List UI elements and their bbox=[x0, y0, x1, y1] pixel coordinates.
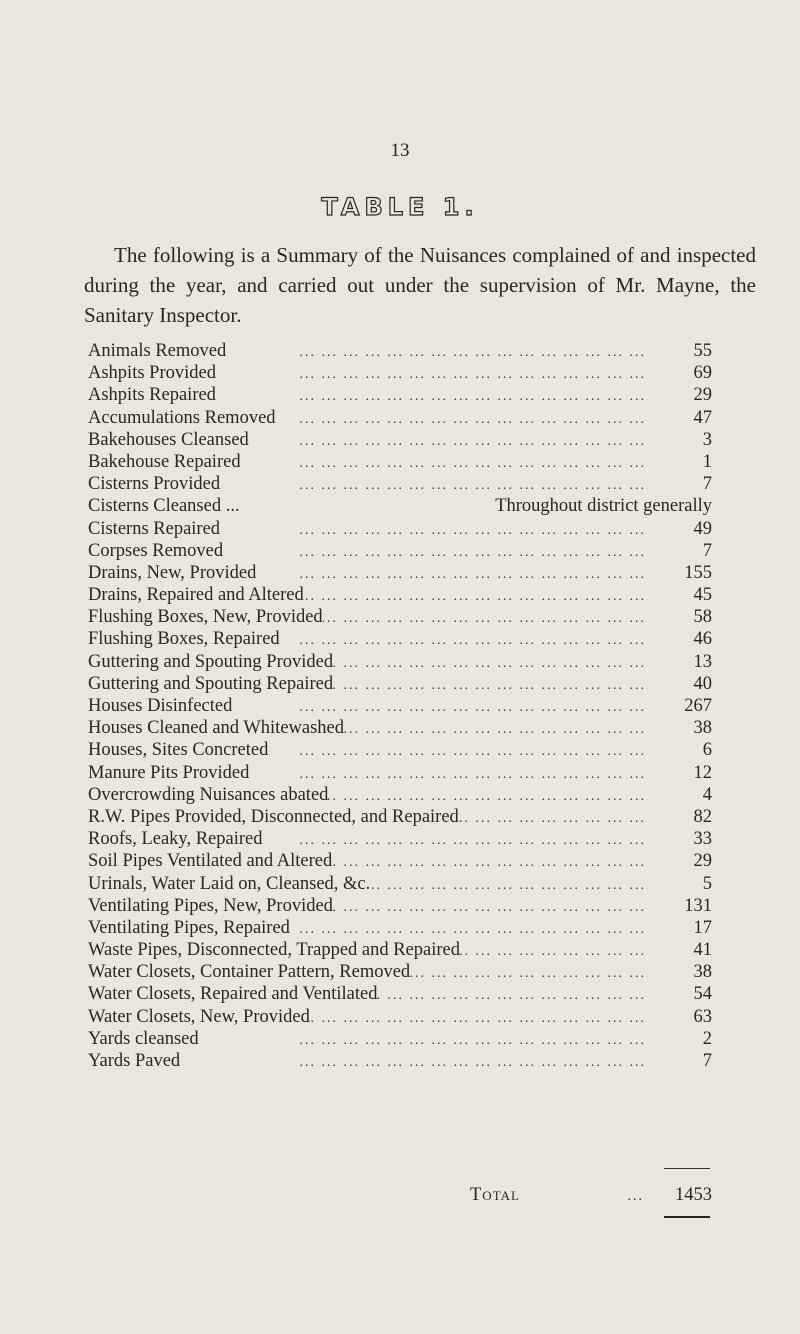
leader-dots bbox=[216, 386, 652, 408]
leader-dots bbox=[328, 786, 652, 808]
total-row bbox=[470, 1185, 712, 1206]
item-value: 54 bbox=[693, 984, 712, 1005]
item-value: 4 bbox=[702, 784, 712, 805]
total-dots: ... bbox=[627, 1189, 644, 1204]
list-item bbox=[88, 917, 712, 939]
list-item bbox=[88, 340, 712, 362]
item-label: Flushing Boxes, Repaired bbox=[88, 629, 280, 650]
leader-dots bbox=[304, 586, 652, 608]
item-label: Roofs, Leaky, Repaired bbox=[88, 829, 263, 850]
item-value: 41 bbox=[693, 940, 712, 961]
leader-dots bbox=[220, 475, 652, 497]
list-item bbox=[88, 429, 712, 451]
item-label: Drains, New, Provided bbox=[88, 562, 257, 583]
item-value: 45 bbox=[693, 585, 712, 606]
item-label: R.W. Pipes Provided, Disconnected, and Repaired bbox=[88, 806, 459, 827]
item-value: 6 bbox=[702, 740, 712, 761]
item-label: Guttering and Spouting Provided bbox=[88, 651, 334, 672]
item-value: 1 bbox=[702, 451, 712, 472]
item-label: Houses Disinfected bbox=[88, 696, 233, 716]
list-item bbox=[88, 1028, 712, 1050]
item-value: 13 bbox=[693, 651, 712, 672]
item-value: 3 bbox=[702, 429, 712, 450]
list-item bbox=[88, 384, 712, 406]
item-label: Bakehouses Cleansed bbox=[88, 429, 249, 450]
item-label: Manure Pits Provided bbox=[88, 762, 250, 783]
leader-dots bbox=[216, 364, 652, 386]
list-item bbox=[88, 1006, 712, 1028]
leader-dots bbox=[460, 941, 652, 963]
list-item bbox=[88, 673, 712, 695]
item-value: 40 bbox=[693, 673, 712, 694]
leader-dots bbox=[226, 342, 652, 364]
item-label: Drains, Repaired and Altered bbox=[88, 585, 304, 606]
leader-dots bbox=[410, 963, 652, 985]
list-item bbox=[88, 562, 712, 584]
leader-dots bbox=[333, 653, 652, 675]
item-label: Houses Cleaned and Whitewashed bbox=[88, 718, 345, 739]
item-label: Cisterns Repaired bbox=[88, 518, 221, 539]
leader-dots bbox=[333, 675, 652, 697]
leader-dots bbox=[332, 852, 652, 874]
list-item bbox=[88, 451, 712, 473]
item-value: 155 bbox=[684, 562, 712, 583]
leader-dots bbox=[459, 808, 652, 830]
list-item bbox=[88, 518, 712, 540]
list-item bbox=[88, 784, 712, 806]
item-label: Corpses Removed bbox=[88, 540, 224, 561]
list-item bbox=[88, 739, 712, 761]
item-value: 49 bbox=[693, 518, 712, 539]
list-item bbox=[88, 362, 712, 384]
list-item bbox=[88, 717, 712, 739]
item-value: 33 bbox=[693, 829, 712, 850]
leader-dots bbox=[180, 1052, 652, 1074]
item-value: 7 bbox=[702, 474, 712, 495]
item-label: Waste Pipes, Disconnected, Trapped and Repaired bbox=[88, 940, 461, 961]
list-item bbox=[88, 407, 712, 429]
list-item bbox=[88, 495, 712, 517]
list-item bbox=[88, 540, 712, 562]
item-label: Ventilating Pipes, New, Provided bbox=[88, 895, 333, 916]
leader-dots bbox=[310, 1008, 652, 1030]
item-label: Ashpits Repaired bbox=[88, 385, 216, 406]
leader-dots bbox=[263, 830, 653, 852]
item-label: Water Closets, Container Pattern, Removed bbox=[88, 962, 411, 983]
leader-dots bbox=[276, 409, 652, 431]
list-item bbox=[88, 695, 712, 717]
item-value: 29 bbox=[693, 851, 712, 872]
item-value: 38 bbox=[693, 962, 712, 983]
item-label: Houses, Sites Concreted bbox=[88, 740, 269, 761]
leader-dots bbox=[268, 741, 652, 763]
page-number: 13 bbox=[390, 140, 410, 161]
total-underline bbox=[664, 1216, 710, 1218]
item-label: Guttering and Spouting Repaired bbox=[88, 673, 334, 694]
leader-dots bbox=[256, 564, 652, 586]
list-item bbox=[88, 873, 712, 895]
item-value: 46 bbox=[693, 629, 712, 650]
list-item bbox=[88, 983, 712, 1005]
item-value: 7 bbox=[702, 1051, 712, 1071]
item-label: Flushing Boxes, New, Provided bbox=[88, 607, 323, 628]
item-label: Cisterns Provided bbox=[88, 474, 221, 495]
item-value: 47 bbox=[693, 407, 712, 428]
item-label: Water Closets, New, Provided bbox=[88, 1006, 310, 1027]
item-label: Animals Removed bbox=[88, 341, 227, 361]
list-item bbox=[88, 1050, 712, 1072]
item-value: 131 bbox=[684, 895, 712, 916]
leader-dots bbox=[280, 630, 652, 652]
item-value: 29 bbox=[693, 385, 712, 406]
leader-dots bbox=[370, 875, 652, 897]
leader-dots bbox=[241, 453, 652, 475]
leader-dots bbox=[290, 919, 652, 941]
item-label: Ventilating Pipes, Repaired bbox=[88, 917, 290, 938]
list-item bbox=[88, 850, 712, 872]
item-label: Soil Pipes Ventilated and Altered bbox=[88, 851, 333, 872]
item-value: 267 bbox=[684, 696, 712, 716]
list-item bbox=[88, 762, 712, 784]
item-label: Water Closets, Repaired and Ventilated bbox=[88, 984, 378, 1005]
item-value: 38 bbox=[693, 718, 712, 739]
leader-dots bbox=[223, 542, 652, 564]
item-value: 82 bbox=[693, 806, 712, 827]
total-rule bbox=[664, 1168, 710, 1169]
item-label: Cisterns Cleansed ... bbox=[88, 496, 240, 517]
item-value: 5 bbox=[702, 873, 712, 894]
list-item bbox=[88, 961, 712, 983]
item-label: Urinals, Water Laid on, Cleansed, &c. bbox=[88, 873, 371, 894]
list-item bbox=[88, 584, 712, 606]
item-value: 17 bbox=[693, 917, 712, 938]
item-value: 7 bbox=[702, 540, 712, 561]
list-item bbox=[88, 939, 712, 961]
leader-dots bbox=[333, 897, 652, 919]
item-value: 55 bbox=[693, 341, 712, 361]
item-label: Ashpits Provided bbox=[88, 363, 216, 384]
list-item bbox=[88, 473, 712, 495]
nuisance-summary-list bbox=[88, 340, 712, 1072]
leader-dots bbox=[249, 764, 652, 786]
leader-dots bbox=[220, 520, 652, 542]
list-item bbox=[88, 806, 712, 828]
leader-dots bbox=[323, 608, 652, 630]
item-value: 12 bbox=[693, 762, 712, 783]
item-label: Yards Paved bbox=[88, 1051, 181, 1071]
leader-dots bbox=[344, 719, 652, 741]
list-item bbox=[88, 628, 712, 650]
item-label: Bakehouse Repaired bbox=[88, 451, 241, 472]
item-value: 63 bbox=[693, 1006, 712, 1027]
leader-dots bbox=[377, 985, 652, 1007]
leader-dots bbox=[232, 697, 652, 719]
total-value: 1453 bbox=[675, 1185, 712, 1205]
item-value: 58 bbox=[693, 607, 712, 628]
list-item bbox=[88, 651, 712, 673]
item-value: 69 bbox=[693, 363, 712, 384]
table-title: TABLE 1. bbox=[321, 193, 479, 221]
list-item bbox=[88, 606, 712, 628]
list-item bbox=[88, 828, 712, 850]
item-label: Accumulations Removed bbox=[88, 407, 276, 428]
item-note: Throughout district generally bbox=[495, 496, 712, 517]
total-label: Total bbox=[470, 1185, 520, 1205]
list-item bbox=[88, 895, 712, 917]
intro-text: The following is a Summary of the Nuisances complained of and inspected during the year, and carried out under the supervision of Mr. Mayne, the Sanitary Inspector. bbox=[84, 243, 756, 327]
item-label: Yards cleansed bbox=[88, 1028, 199, 1049]
leader-dots bbox=[199, 1030, 652, 1052]
leader-dots bbox=[249, 431, 652, 453]
intro-paragraph bbox=[84, 240, 756, 330]
item-value: 2 bbox=[702, 1028, 712, 1049]
item-label: Overcrowding Nuisances abated bbox=[88, 784, 329, 805]
